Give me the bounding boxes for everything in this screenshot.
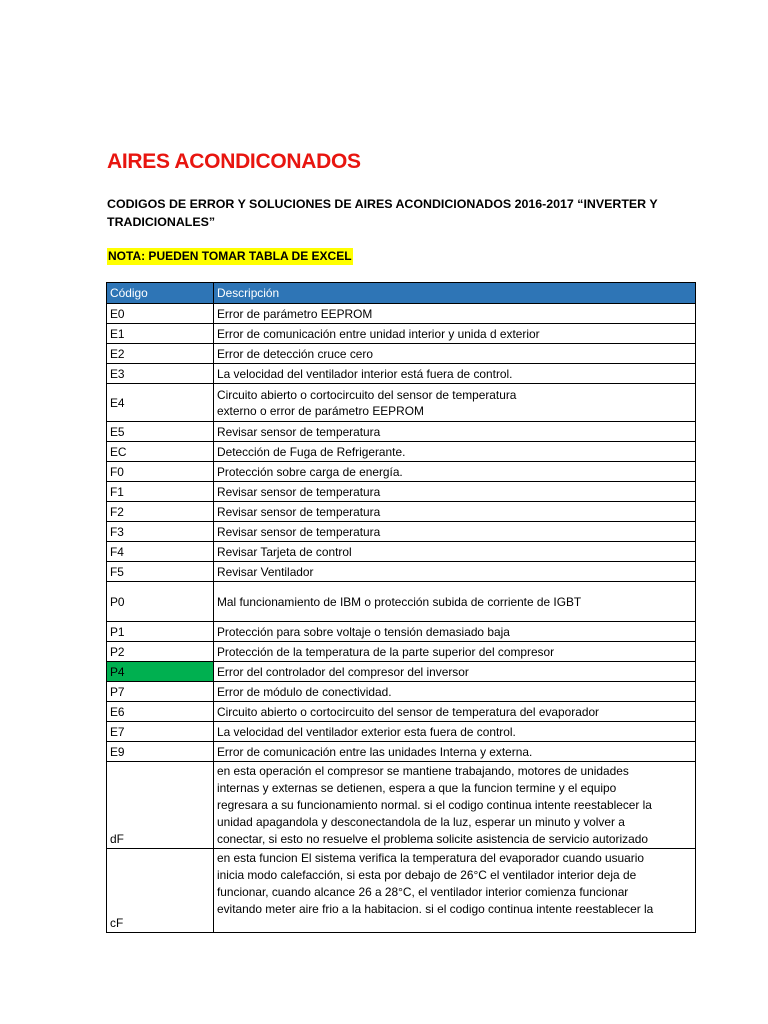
table-row [107, 642, 696, 662]
cell-code: F4 [107, 542, 214, 562]
cell-code: E3 [107, 364, 214, 384]
table-row [107, 562, 696, 582]
cell-code: F1 [107, 482, 214, 502]
table-row [107, 682, 696, 702]
table-row [107, 324, 696, 344]
cell-description: La velocidad del ventilador exterior esta fuera de control. [214, 722, 696, 742]
cell-description: en esta funcion El sistema verifica la temperatura del evaporador cuando usuario inicia modo calefacción, si esta por debajo de 26°C el ventilador interior deja de funcionar, cuando alcance 26 a 28°C, el ventilador interior comienza funcionar evitando meter aire frio a la habitacion. si el codigo continua intente reestablecer la [214, 849, 696, 933]
cell-code: F0 [107, 462, 214, 482]
header-descripcion: Descripción [214, 283, 696, 304]
cell-code: E5 [107, 422, 214, 442]
cell-code: cF [107, 849, 214, 933]
cell-code: E0 [107, 304, 214, 324]
cell-description: Error del controlador del compresor del inversor [214, 662, 696, 682]
cell-code: E9 [107, 742, 214, 762]
cell-code: P4 [107, 662, 214, 682]
cell-code: E1 [107, 324, 214, 344]
table-row [107, 462, 696, 482]
table-row [107, 849, 696, 933]
table-row [107, 344, 696, 364]
cell-code: E4 [107, 384, 214, 422]
error-codes-table [106, 282, 696, 933]
page-title: AIRES ACONDICONADOS [107, 150, 361, 173]
cell-code: F5 [107, 562, 214, 582]
table-row [107, 622, 696, 642]
cell-code: P2 [107, 642, 214, 662]
cell-description: Circuito abierto o cortocircuito del sensor de temperatura externo o error de parámetro EEPROM [214, 384, 696, 422]
cell-description: Detección de Fuga de Refrigerante. [214, 442, 696, 462]
page-subtitle: CODIGOS DE ERROR Y SOLUCIONES DE AIRES ACONDICIONADOS 2016-2017 “INVERTER Y TRADICIONALES” [107, 197, 658, 229]
table-row [107, 542, 696, 562]
table-row [107, 722, 696, 742]
table-row [107, 384, 696, 422]
cell-description: Error de detección cruce cero [214, 344, 696, 364]
table-row [107, 582, 696, 622]
cell-code: dF [107, 762, 214, 849]
table-row [107, 422, 696, 442]
cell-description: Protección de la temperatura de la parte superior del compresor [214, 642, 696, 662]
note-highlight: NOTA: PUEDEN TOMAR TABLA DE EXCEL [108, 249, 352, 263]
cell-code: P1 [107, 622, 214, 642]
table-row [107, 304, 696, 324]
cell-description: en esta operación el compresor se mantiene trabajando, motores de unidades internas y externas se detienen, espera a que la funcion termine y el equipo regresara a su funcionamiento normal. si el codigo continua intente reestablecer la unidad apagandola y desconectandola de la luz, esperar un minuto y volver a conectar, si esto no resuelve el problema solicite asistencia de servicio autorizado [214, 762, 696, 849]
cell-description: Error de comunicación entre las unidades Interna y externa. [214, 742, 696, 762]
cell-code: EC [107, 442, 214, 462]
cell-description: Revisar Ventilador [214, 562, 696, 582]
table-row [107, 702, 696, 722]
cell-description: Protección para sobre voltaje o tensión demasiado baja [214, 622, 696, 642]
table-row [107, 482, 696, 502]
cell-code: F3 [107, 522, 214, 542]
cell-description: Error de parámetro EEPROM [214, 304, 696, 324]
table-row [107, 662, 696, 682]
cell-code: F2 [107, 502, 214, 522]
cell-code: E6 [107, 702, 214, 722]
cell-description: Revisar sensor de temperatura [214, 502, 696, 522]
table-row [107, 442, 696, 462]
header-codigo: Código [107, 283, 214, 304]
cell-code: P7 [107, 682, 214, 702]
cell-description: La velocidad del ventilador interior está fuera de control. [214, 364, 696, 384]
cell-code: E2 [107, 344, 214, 364]
table-header-row [107, 283, 696, 304]
table-row [107, 502, 696, 522]
table-row [107, 364, 696, 384]
cell-code: E7 [107, 722, 214, 742]
table-row [107, 522, 696, 542]
cell-code: P0 [107, 582, 214, 622]
table-row [107, 742, 696, 762]
cell-description: Protección sobre carga de energía. [214, 462, 696, 482]
cell-description: Circuito abierto o cortocircuito del sensor de temperatura del evaporador [214, 702, 696, 722]
table-row [107, 762, 696, 849]
cell-description: Mal funcionamiento de IBM o protección subida de corriente de IGBT [214, 582, 696, 622]
cell-description: Revisar sensor de temperatura [214, 422, 696, 442]
cell-description: Error de módulo de conectividad. [214, 682, 696, 702]
cell-description: Error de comunicación entre unidad interior y unida d exterior [214, 324, 696, 344]
cell-description: Revisar sensor de temperatura [214, 522, 696, 542]
cell-description: Revisar sensor de temperatura [214, 482, 696, 502]
cell-description: Revisar Tarjeta de control [214, 542, 696, 562]
